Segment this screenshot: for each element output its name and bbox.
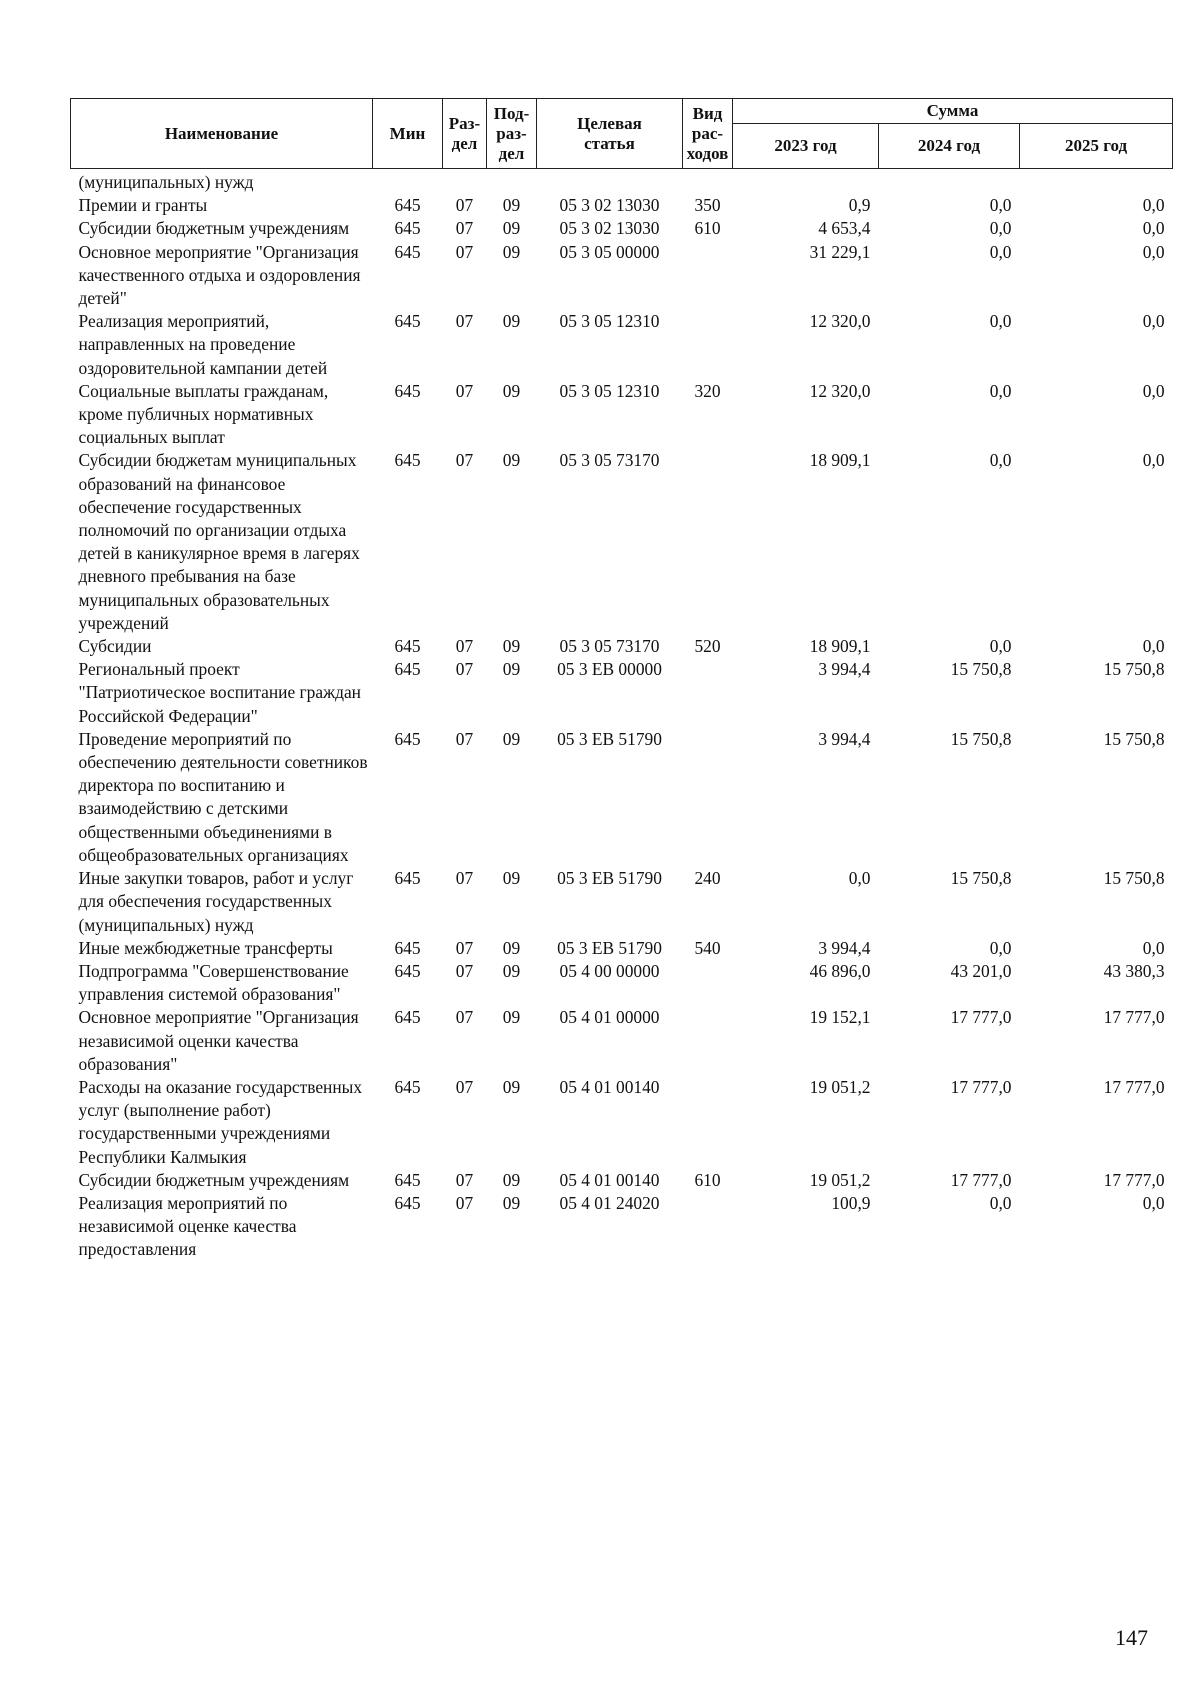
cell-podrazdel [487, 169, 537, 195]
cell-podrazdel: 09 [502, 1076, 521, 1097]
header-min: Мин [373, 99, 443, 169]
cell-celevaya-statya: 05 3 05 73170 [559, 450, 660, 471]
cell-min: 645 [394, 659, 421, 680]
cell-2023: 4 653,4 [818, 218, 871, 239]
table-row [71, 960, 1173, 1006]
table-body [71, 169, 1173, 1262]
table-row [71, 241, 1173, 311]
table-header [71, 99, 1173, 169]
header-vid-rashodov: Вид рас- ходов [683, 99, 733, 169]
table-row [71, 449, 1173, 635]
cell-min: 645 [394, 937, 421, 958]
cell-2023: 100,9 [831, 1192, 871, 1213]
table-row [71, 169, 1173, 195]
budget-table [70, 98, 1173, 1262]
header-year-2023: 2023 год [733, 124, 879, 169]
cell-podrazdel: 09 [502, 636, 521, 657]
cell-celevaya-statya: 05 4 00 00000 [559, 960, 660, 981]
cell-vid-rashodov: 240 [694, 868, 721, 889]
cell-name: Субсидии бюджетным учреждениям [78, 218, 350, 239]
table-row [71, 867, 1173, 937]
cell-2025: 17 777,0 [1103, 1007, 1165, 1028]
cell-celevaya-statya: 05 3 05 73170 [559, 636, 660, 657]
table-row [71, 1169, 1173, 1192]
cell-2023: 0,0 [848, 868, 871, 889]
cell-celevaya-statya: 05 3 05 12310 [559, 311, 660, 332]
cell-razdel: 07 [455, 960, 474, 981]
cell-razdel [443, 169, 487, 195]
cell-vid-rashodov [683, 241, 733, 311]
table-row [71, 380, 1173, 450]
cell-celevaya-statya [537, 169, 683, 195]
cell-celevaya-statya: 05 3 ЕВ 00000 [557, 659, 662, 680]
cell-2024: 0,0 [989, 450, 1012, 471]
cell-min: 645 [394, 218, 421, 239]
cell-2024: 17 777,0 [950, 1076, 1012, 1097]
cell-min: 645 [394, 1076, 421, 1097]
cell-2024: 17 777,0 [950, 1169, 1012, 1190]
header-celevaya-statya: Целевая статья [537, 99, 683, 169]
cell-2023: 3 994,4 [818, 937, 871, 958]
cell-min [373, 169, 443, 195]
table-row [71, 937, 1173, 960]
table-row [71, 658, 1173, 728]
cell-vid-rashodov: 350 [694, 195, 721, 216]
table-row [71, 217, 1173, 240]
cell-2025: 0,0 [1142, 636, 1165, 657]
cell-podrazdel: 09 [502, 1169, 521, 1190]
cell-podrazdel: 09 [502, 937, 521, 958]
cell-name: Реализация мероприятий по независимой оценке качества предоставления [78, 1192, 297, 1260]
cell-min: 645 [394, 960, 421, 981]
cell-podrazdel: 09 [502, 218, 521, 239]
cell-vid-rashodov: 540 [694, 937, 721, 958]
cell-2025: 0,0 [1142, 937, 1165, 958]
cell-2023: 19 152,1 [809, 1007, 871, 1028]
cell-podrazdel: 09 [502, 868, 521, 889]
cell-vid-rashodov [683, 728, 733, 867]
cell-2024: 17 777,0 [950, 1007, 1012, 1028]
cell-name: Проведение мероприятий по обеспечению деятельности советников директора по воспитанию и взаимодействию с детскими общественными объединениями в общеобразовательных организациях [78, 728, 368, 865]
cell-2023: 3 994,4 [818, 659, 871, 680]
cell-name: Региональный проект "Патриотическое воспитание граждан Российской Федерации" [78, 659, 361, 726]
cell-min: 645 [394, 450, 421, 471]
cell-2023: 0,9 [848, 195, 871, 216]
header-podrazdel: Под- раз- дел [487, 99, 537, 169]
cell-razdel: 07 [455, 195, 474, 216]
cell-celevaya-statya: 05 4 01 00140 [559, 1076, 660, 1097]
cell-name: Основное мероприятие "Организация независимой оценки качества образования" [78, 1007, 359, 1074]
cell-name: Социальные выплаты гражданам, кроме публичных нормативных социальных выплат [78, 380, 329, 448]
cell-2024: 0,0 [989, 241, 1012, 262]
cell-2025: 0,0 [1142, 195, 1165, 216]
cell-podrazdel: 09 [502, 450, 521, 471]
cell-2025: 43 380,3 [1103, 960, 1165, 981]
cell-min: 645 [394, 380, 421, 401]
table-row [71, 635, 1173, 658]
cell-2024: 0,0 [989, 218, 1012, 239]
cell-2024: 0,0 [989, 311, 1012, 332]
cell-razdel: 07 [455, 311, 474, 332]
cell-2025: 0,0 [1142, 218, 1165, 239]
cell-2024: 15 750,8 [950, 868, 1012, 889]
cell-2023: 18 909,1 [809, 450, 871, 471]
cell-2024: 15 750,8 [950, 728, 1012, 749]
cell-vid-rashodov: 610 [694, 218, 721, 239]
cell-podrazdel: 09 [502, 380, 521, 401]
cell-2023: 12 320,0 [809, 380, 871, 401]
cell-2024: 0,0 [989, 1192, 1012, 1213]
cell-name: Иные межбюджетные трансферты [78, 937, 333, 958]
cell-2024: 0,0 [989, 636, 1012, 657]
cell-name: Субсидии бюджетным учреждениям [78, 1169, 350, 1190]
page-number: 147 [1115, 1625, 1148, 1650]
cell-min: 645 [394, 728, 421, 749]
cell-vid-rashodov [683, 960, 733, 1006]
cell-vid-rashodov [683, 169, 733, 195]
cell-2025 [1020, 169, 1173, 195]
cell-2024: 0,0 [989, 380, 1012, 401]
header-name: Наименование [71, 99, 373, 169]
cell-podrazdel: 09 [502, 1192, 521, 1213]
cell-name: Субсидии [78, 636, 152, 657]
cell-celevaya-statya: 05 3 05 00000 [559, 241, 660, 262]
table-row [71, 728, 1173, 867]
cell-razdel: 07 [455, 450, 474, 471]
header-summa: Сумма [733, 99, 1173, 124]
cell-celevaya-statya: 05 3 ЕВ 51790 [557, 937, 662, 958]
cell-razdel: 07 [455, 728, 474, 749]
cell-razdel: 07 [455, 868, 474, 889]
cell-2024: 15 750,8 [950, 659, 1012, 680]
cell-podrazdel: 09 [502, 659, 521, 680]
cell-2023 [733, 169, 879, 195]
cell-podrazdel: 09 [502, 960, 521, 981]
cell-2025: 0,0 [1142, 241, 1165, 262]
cell-vid-rashodov [683, 1192, 733, 1262]
cell-podrazdel: 09 [502, 1007, 521, 1028]
cell-celevaya-statya: 05 3 02 13030 [559, 195, 660, 216]
cell-2024 [879, 169, 1020, 195]
header-razdel: Раз- дел [443, 99, 487, 169]
cell-min: 645 [394, 1169, 421, 1190]
cell-vid-rashodov: 320 [694, 380, 721, 401]
cell-celevaya-statya: 05 3 05 12310 [559, 380, 660, 401]
cell-2025: 15 750,8 [1103, 659, 1165, 680]
budget-table-page [70, 98, 1172, 1262]
cell-vid-rashodov [683, 310, 733, 380]
cell-celevaya-statya: 05 3 02 13030 [559, 218, 660, 239]
cell-name: Иные закупки товаров, работ и услуг для обеспечения государственных (муниципальных) нужд [78, 868, 354, 935]
cell-razdel: 07 [455, 380, 474, 401]
cell-2023: 12 320,0 [809, 311, 871, 332]
cell-name: Реализация мероприятий, направленных на проведение оздоровительной кампании детей [78, 311, 328, 378]
cell-vid-rashodov [683, 1006, 733, 1076]
cell-2023: 19 051,2 [809, 1076, 871, 1097]
cell-name: Премии и гранты [78, 195, 208, 216]
cell-razdel: 07 [455, 1007, 474, 1028]
table-row [71, 1192, 1173, 1262]
cell-podrazdel: 09 [502, 311, 521, 332]
cell-2025: 15 750,8 [1103, 728, 1165, 749]
cell-celevaya-statya: 05 3 ЕВ 51790 [557, 728, 662, 749]
cell-vid-rashodov: 610 [694, 1169, 721, 1190]
cell-2024: 43 201,0 [950, 960, 1012, 981]
cell-2023: 31 229,1 [809, 241, 871, 262]
cell-2025: 0,0 [1142, 1192, 1165, 1213]
cell-2025: 0,0 [1142, 380, 1165, 401]
cell-podrazdel: 09 [502, 728, 521, 749]
cell-celevaya-statya: 05 4 01 00000 [559, 1007, 660, 1028]
cell-name: Расходы на оказание государственных услуг (выполнение работ) государственными учреждениями Республики Калмыкия [78, 1076, 363, 1167]
cell-2023: 46 896,0 [809, 960, 871, 981]
cell-celevaya-statya: 05 4 01 24020 [559, 1192, 660, 1213]
cell-celevaya-statya: 05 3 ЕВ 51790 [557, 868, 662, 889]
cell-razdel: 07 [455, 1076, 474, 1097]
cell-name: (муниципальных) нужд [78, 172, 254, 192]
cell-min: 645 [394, 311, 421, 332]
cell-razdel: 07 [455, 659, 474, 680]
cell-2024: 0,0 [989, 195, 1012, 216]
cell-2024: 0,0 [989, 937, 1012, 958]
header-year-2024: 2024 год [879, 124, 1020, 169]
cell-vid-rashodov [683, 658, 733, 728]
cell-name: Субсидии бюджетам муниципальных образований на финансовое обеспечение государственных полномочий по организации отдыха детей в каникулярное время в лагерях дневного пребывания на базе муниципальных образовательных учреждений [78, 450, 360, 633]
cell-razdel: 07 [455, 1169, 474, 1190]
table-row [71, 1076, 1173, 1169]
cell-podrazdel: 09 [502, 241, 521, 262]
cell-min: 645 [394, 868, 421, 889]
cell-min: 645 [394, 241, 421, 262]
cell-name: Основное мероприятие "Организация качественного отдыха и оздоровления детей" [78, 241, 361, 309]
cell-podrazdel: 09 [502, 195, 521, 216]
cell-2025: 17 777,0 [1103, 1169, 1165, 1190]
cell-2023: 3 994,4 [818, 728, 871, 749]
cell-celevaya-statya: 05 4 01 00140 [559, 1169, 660, 1190]
cell-2025: 0,0 [1142, 311, 1165, 332]
cell-min: 645 [394, 195, 421, 216]
table-row [71, 310, 1173, 380]
cell-razdel: 07 [455, 636, 474, 657]
table-row [71, 194, 1173, 217]
cell-razdel: 07 [455, 937, 474, 958]
cell-2023: 18 909,1 [809, 636, 871, 657]
header-year-2025: 2025 год [1020, 124, 1173, 169]
cell-2025: 0,0 [1142, 450, 1165, 471]
cell-razdel: 07 [455, 1192, 474, 1213]
cell-vid-rashodov [683, 449, 733, 635]
table-row [71, 1006, 1173, 1076]
cell-min: 645 [394, 1007, 421, 1028]
cell-vid-rashodov [683, 1076, 733, 1169]
cell-2025: 17 777,0 [1103, 1076, 1165, 1097]
cell-name: Подпрограмма "Совершенствование управления системой образования" [78, 960, 349, 1005]
cell-vid-rashodov: 520 [694, 636, 721, 657]
cell-2023: 19 051,2 [809, 1169, 871, 1190]
cell-min: 645 [394, 636, 421, 657]
cell-min: 645 [394, 1192, 421, 1213]
cell-2025: 15 750,8 [1103, 868, 1165, 889]
cell-razdel: 07 [455, 218, 474, 239]
cell-razdel: 07 [455, 241, 474, 262]
